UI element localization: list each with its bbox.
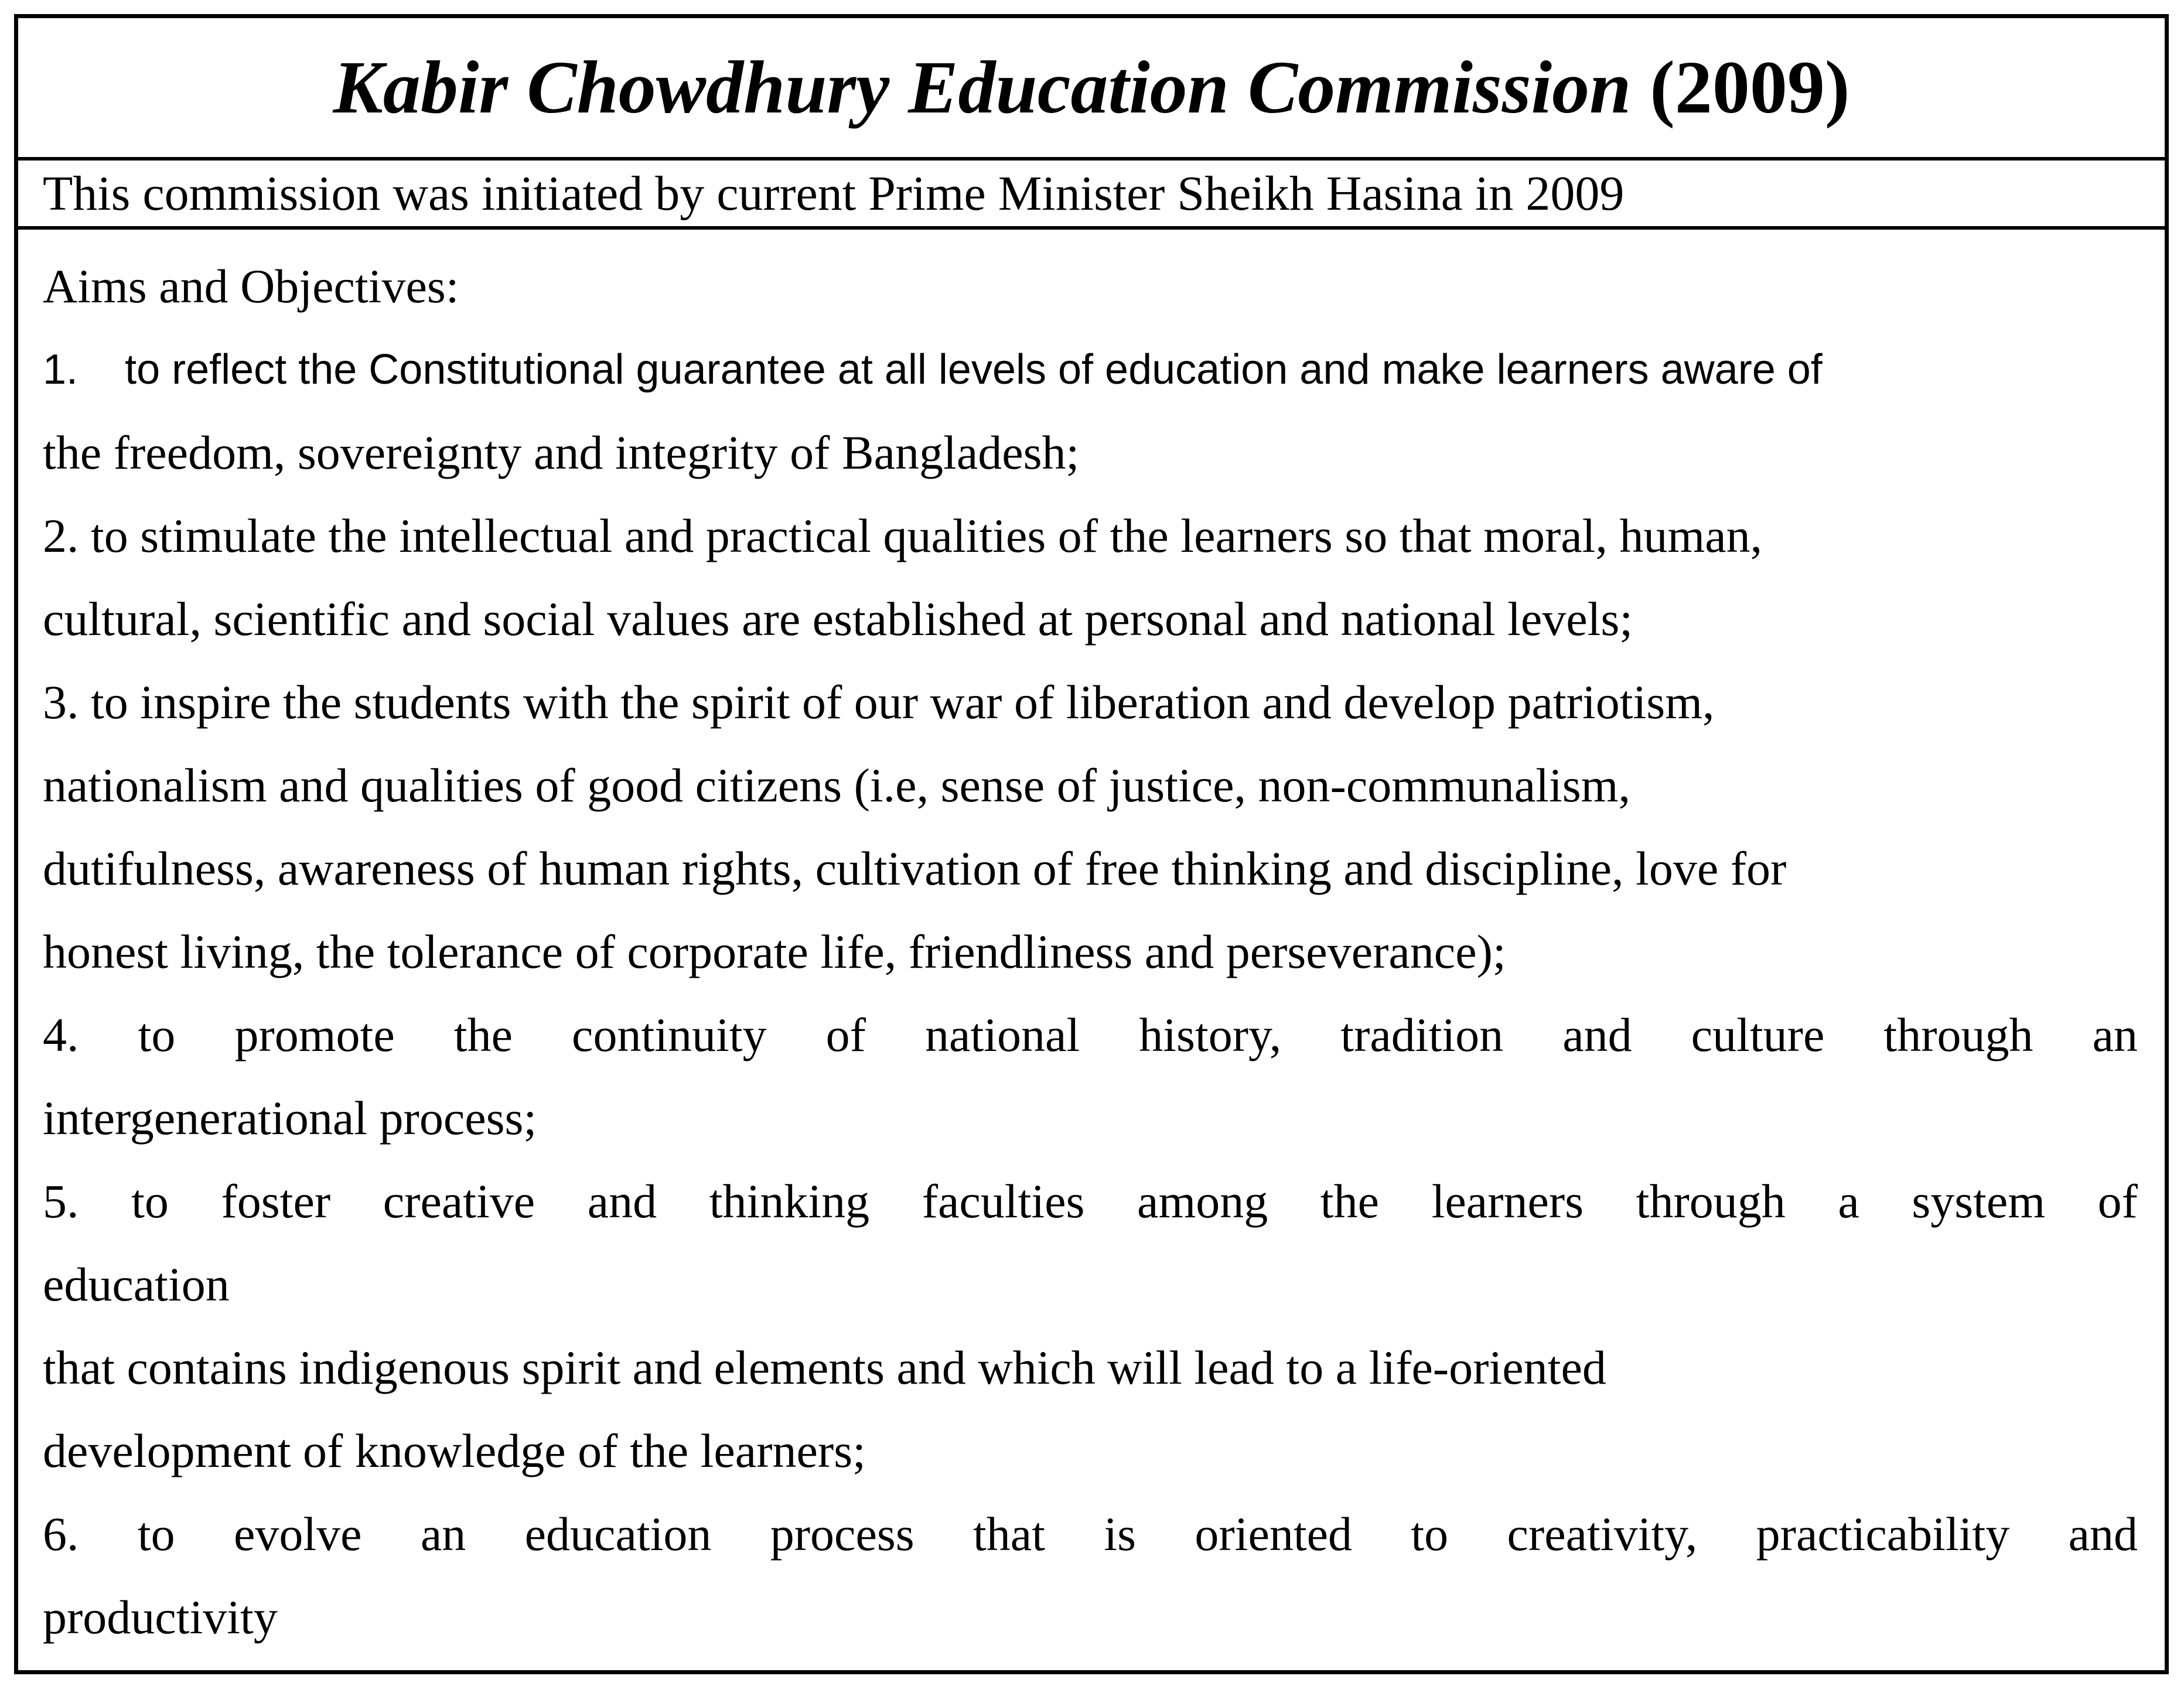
title-main: Kabir Chowdhury Education Commission bbox=[333, 46, 1632, 129]
body-line: 1. to reflect the Constitutional guarantee at all levels of education and make learners aware of bbox=[43, 346, 1823, 393]
body-line: honest living, the tolerance of corporate life, friendliness and perseverance); bbox=[43, 925, 1506, 978]
body-line: development of knowledge of the learners; bbox=[43, 1424, 866, 1477]
body-line: productivity bbox=[43, 1590, 278, 1644]
table-row-title bbox=[18, 18, 2165, 157]
body-line: intergenerational process; bbox=[43, 1091, 537, 1145]
section-heading: Aims and Objectives: bbox=[43, 260, 459, 313]
table-row-subtitle bbox=[18, 157, 2165, 226]
body-line: education bbox=[43, 1258, 230, 1311]
body-line: nationalism and qualities of good citizens (i.e, sense of justice, non-communalism, bbox=[43, 759, 1630, 812]
body-line: 4. to promote the continuity of national history, tradition and culture through an bbox=[43, 1008, 2138, 1061]
body-line: 6. to evolve an education process that is oriented to creativity, practicability and bbox=[43, 1507, 2138, 1561]
subtitle-text: This commission was initiated by current Prime Minister Sheikh Hasina in 2009 bbox=[43, 166, 1625, 221]
body-line: the freedom, sovereignty and integrity of Bangladesh; bbox=[43, 426, 1080, 479]
body-line: 2. to stimulate the intellectual and practical qualities of the learners so that moral, human, bbox=[43, 509, 1763, 562]
page-title bbox=[333, 45, 1849, 131]
body-line: dutifulness, awareness of human rights, cultivation of free thinking and discipline, love for bbox=[43, 842, 1787, 895]
body-line: cultural, scientific and social values are established at personal and national levels; bbox=[43, 592, 1633, 646]
body-line: 3. to inspire the students with the spirit of our war of liberation and develop patriotism, bbox=[43, 675, 1715, 729]
title-year: (2009) bbox=[1650, 46, 1850, 129]
commission-table bbox=[14, 14, 2169, 1674]
body-line: 5. to foster creative and thinking faculties among the learners through a system of bbox=[43, 1175, 2138, 1228]
body-line: that contains indigenous spirit and elements and which will lead to a life-oriented bbox=[43, 1341, 1606, 1394]
table-row-body bbox=[18, 226, 2165, 1659]
